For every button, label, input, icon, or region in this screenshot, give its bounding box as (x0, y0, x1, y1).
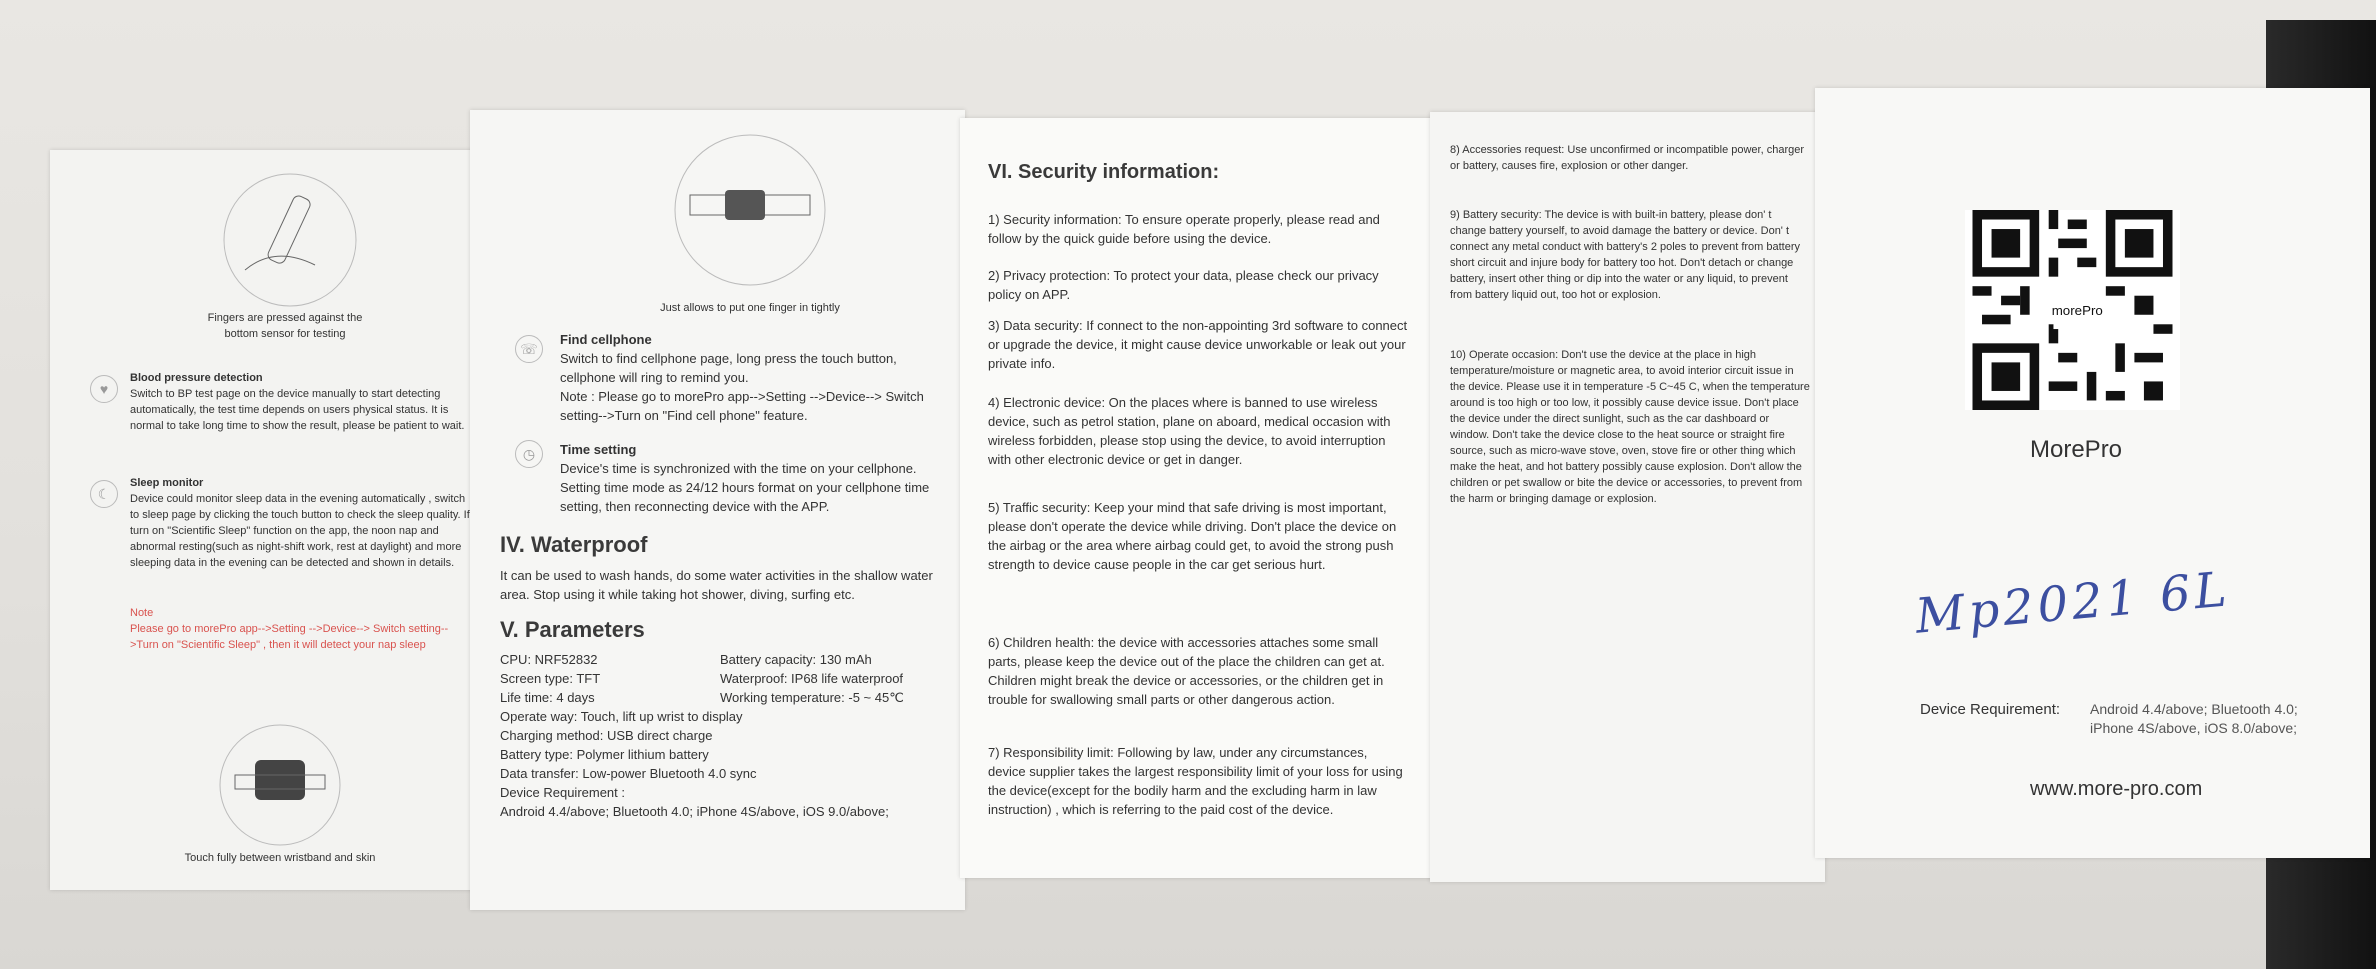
heart-rate-icon: ♥ (90, 375, 118, 403)
param-left-1: Screen type: TFT (500, 671, 601, 686)
sleep-title: Sleep monitor (130, 477, 204, 489)
brand-name: MorePro (2030, 436, 2123, 463)
qr-code (1965, 210, 2180, 410)
sleep-text: Device could monitor sleep data in the evening automatically , switch to sleep page by clicking the touch button to check the sleep quality. If turn on "Scientific Sleep" function on the app, the noon nap and abnormal resting(such as night-shift work, rest at daylight) and more sleeping data in the evening can be detected and shown in details. (130, 493, 470, 569)
website-link: www.more-pro.com (2030, 778, 2203, 800)
phone-icon: ☏ (515, 335, 543, 363)
param-right-0: Battery capacity: 130 mAh (720, 652, 872, 667)
param-right-2: Working temperature: -5 ~ 45℃ (720, 690, 904, 705)
leaflet-panel-4 (1430, 112, 1825, 882)
param-right-1: Waterproof: IP68 life waterproof (720, 671, 904, 686)
param-left-2: Life time: 4 days (500, 690, 595, 705)
param-left-0: CPU: NRF52832 (500, 652, 598, 667)
qr-center-label: morePro (2051, 302, 2103, 318)
security-item-5: 5) Traffic security: Keep your mind that safe driving is most important, please don't operate the device while driving. Don't place the device on the airbag or the area where airbag could get, to avoid the strong push strength to device cause people in the car get serious hurt. (988, 500, 1397, 572)
waterproof-heading: IV. Waterproof (500, 532, 648, 557)
device-requirement-text: Android 4.4/above; Bluetooth 4.0; iPhone 4S/above, iOS 8.0/above; (2090, 701, 2298, 736)
note-label: Note (130, 607, 154, 619)
bp-title: Blood pressure detection (130, 372, 263, 384)
param-line-0: Operate way: Touch, lift up wrist to display (500, 709, 743, 724)
security-heading: VI. Security information: (988, 161, 1220, 183)
leaflet-panel-2 (470, 110, 965, 910)
caption-bottom: Touch fully between wristband and skin (184, 852, 376, 864)
find-note: Note : Please go to morePro app-->Setting -->Device--> Switch setting-->Turn on "Find cell phone" feature. (560, 389, 924, 423)
leaflet-panel-3 (960, 118, 1435, 878)
security-item-9: 9) Battery security: The device is with built-in battery, please don' t change battery yourself, to avoid damage the battery or device. Don' t connect any metal conduct with battery's 2 poles to prevent from battery short circuit and injure body for battery too hot. Don't detach or change battery, insert other thing or dip into the water or any liquid, to prevent from battery liquid out, too hot or explosion. (1450, 209, 1801, 301)
time-text: Device's time is synchronized with the time on your cellphone. Setting time mode as 24/12 hours format on your cellphone time setting, then reconnecting device with the APP. (560, 461, 930, 514)
param-line-5: Android 4.4/above; Bluetooth 4.0; iPhone 4S/above, iOS 9.0/above; (500, 804, 889, 819)
caption-top-2: Just allows to put one finger in tightly (660, 302, 840, 314)
param-line-2: Battery type: Polymer lithium battery (500, 747, 709, 762)
security-item-7: 7) Responsibility limit: Following by law, under any circumstances, device supplier takes the largest responsibility limit of your loss for using the device(except for the bodily harm and the excluding harm in law instruction) , which is referring to the paid cost of the device. (988, 745, 1403, 817)
security-item-1: 1) Security information: To ensure operate properly, please read and follow by the quick guide before using the device. (988, 212, 1380, 246)
param-line-1: Charging method: USB direct charge (500, 728, 713, 743)
caption-top: Fingers are pressed against the bottom sensor for testing (207, 312, 363, 340)
bp-text: Switch to BP test page on the device manually to start detecting automatically, the test time depends on users physical status. It is normal to take long time to show the result, please be patient to wait. (130, 388, 465, 432)
security-item-4: 4) Electronic device: On the places where is banned to use wireless device, such as petrol station, plane on aboard, medical occasion with wireless forbidden, please stop using the device, to avoid interruption with other electronic device or get in danger. (988, 395, 1391, 467)
wristband-illustration (215, 720, 345, 850)
find-title: Find cellphone (560, 332, 652, 347)
finger-press-illustration (220, 170, 360, 310)
note-text: Please go to morePro app-->Setting -->Device--> Switch setting-->Turn on "Scientific Sleep" , then it will detect your nap sleep (130, 623, 449, 651)
wrist-fit-illustration (670, 130, 830, 290)
security-item-6: 6) Children health: the device with accessories attaches some small parts, please keep the device out of the place the children can get at. Children might break the device or accessories, or the children get in trouble for swallowing small parts or other dangerous action. (988, 635, 1385, 707)
handwritten-model: Mp2021 6L (1913, 561, 2233, 645)
leaflet-panel-1 (50, 150, 490, 890)
security-item-3: 3) Data security: If connect to the non-appointing 3rd software to connect or upgrade the device, it might cause device unworkable or leak out your private info. (988, 318, 1408, 371)
param-line-3: Data transfer: Low-power Bluetooth 4.0 sync (500, 766, 757, 781)
param-line-4: Device Requirement : (500, 785, 625, 800)
security-item-10: 10) Operate occasion: Don't use the device at the place in high temperature/moisture or magnetic area, to avoid interior circuit issue in the device. Please use it in temperature -5 C~45 C, when the temperature around is too high or too low, it possibly cause device issue. Don't place the device under the direct sunlight, such as the car dashboard or window. Don't take the device close to the heat source or straight fire source, such as micro-wave stove, oven, stove fire or other thing which make the heat, and hot battery possibly cause explosion. Don't allow the children or pet swallow or bite the device or accessories, to prevent from the harm or bringing damage or explosion. (1450, 349, 1810, 505)
security-item-2: 2) Privacy protection: To protect your data, please check our privacy policy on APP. (988, 268, 1379, 302)
clock-icon: ◷ (515, 440, 543, 468)
leaflet-panel-5 (1815, 88, 2370, 858)
device-requirement-label: Device Requirement: (1920, 701, 2061, 718)
waterproof-text: It can be used to wash hands, do some water activities in the shallow water area. Stop using it while taking hot shower, diving, surfing etc. (500, 568, 933, 602)
time-title: Time setting (560, 442, 637, 457)
moon-icon: ☾ (90, 480, 118, 508)
params-heading: V. Parameters (500, 617, 645, 642)
security-item-8: 8) Accessories request: Use unconfirmed or incompatible power, charger or battery, causes fire, explosion or other danger. (1450, 144, 1805, 172)
find-text: Switch to find cellphone page, long press the touch button, cellphone will ring to remind you. (560, 351, 897, 385)
